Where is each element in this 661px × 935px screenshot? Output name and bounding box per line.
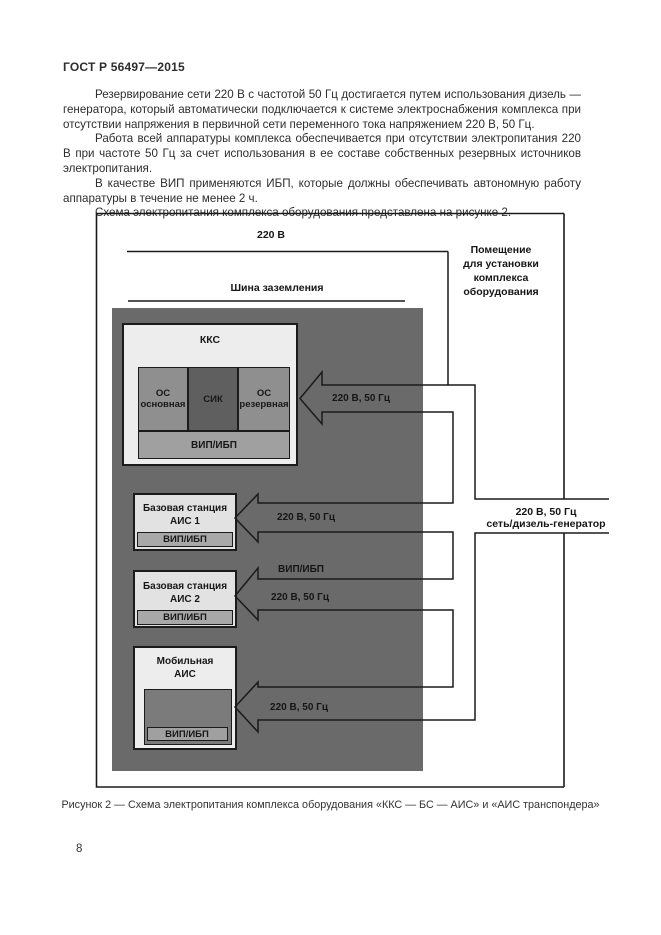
ais1-box (133, 493, 237, 551)
os-main-label: ОС (155, 388, 171, 399)
ais2-box (133, 570, 237, 628)
figure-caption: Рисунок 2 — Схема электропитания комплекса оборудования «ККС — БС — АИС» и «АИС транспондера» (61, 799, 600, 811)
mobile-box (133, 646, 237, 750)
ais1-arrow-label: 220 В, 50 Гц (277, 512, 335, 523)
page-number: 8 (76, 843, 83, 855)
ground-bus-label: Шина заземления (230, 282, 324, 294)
paragraph-3: В качестве ВИП применяются ИБП, которые должны обеспечивать автономную работу аппаратуры в течение не менее 2 ч. (63, 176, 581, 205)
mobile-inner-box (144, 689, 232, 745)
room-label: Помещение для установки комплекса оборудования (463, 244, 539, 298)
ais1-title: Базовая станция АИС 1 (142, 503, 228, 527)
mobile-title: Мобильная АИС (156, 656, 214, 680)
kkc-arrow-label: 220 В, 50 Гц (332, 393, 390, 404)
paragraph-1: Резервирование сети 220 В с частотой 50 Гц достигается путем использования дизель — генератора, который автоматически подключается к системе электроснабжения комплекса при отсутствии напряжения в первичной сети переменного тока напряжением 220 В, 50 Гц. (63, 88, 581, 131)
sik-cell: СИК (188, 367, 238, 431)
ais2-vip-box: ВИП/ИБП (137, 610, 233, 625)
ais2-arrow-label: 220 В, 50 Гц (271, 592, 329, 603)
source-label: 220 В, 50 Гц сеть/дизель-генератор (486, 506, 606, 530)
bus-220v-label: 220 В (256, 229, 286, 241)
kkc-box (122, 323, 298, 466)
ais2-arrow-label-top: ВИП/ИБП (278, 564, 324, 575)
os-main-cell: ОС основная (138, 367, 188, 431)
mobile-vip-box: ВИП/ИБП (147, 727, 228, 741)
os-reserve-label: ОС (256, 388, 272, 399)
os-reserve-cell: ОС резервная (238, 367, 290, 431)
mobile-arrow-label: 220 В, 50 Гц (270, 702, 328, 713)
kkc-title: ККС (199, 334, 221, 346)
ais2-title: Базовая станция АИС 2 (142, 581, 228, 605)
paragraph-4: Схема электропитания комплекса оборудования представлена на рисунке 2. (95, 206, 512, 220)
kkc-vip-box: ВИП/ИБП (138, 431, 290, 459)
paragraph-2: Работа всей аппаратуры комплекса обеспечивается при отсутствии электропитания 220 В при частоте 50 Гц за счет использования в ее составе собственных резервных источников электропитания. (63, 132, 581, 175)
ais1-vip-box: ВИП/ИБП (137, 532, 233, 547)
doc-header: ГОСТ Р 56497—2015 (63, 60, 185, 74)
body-text (63, 88, 581, 221)
power-supply-figure (95, 212, 620, 792)
